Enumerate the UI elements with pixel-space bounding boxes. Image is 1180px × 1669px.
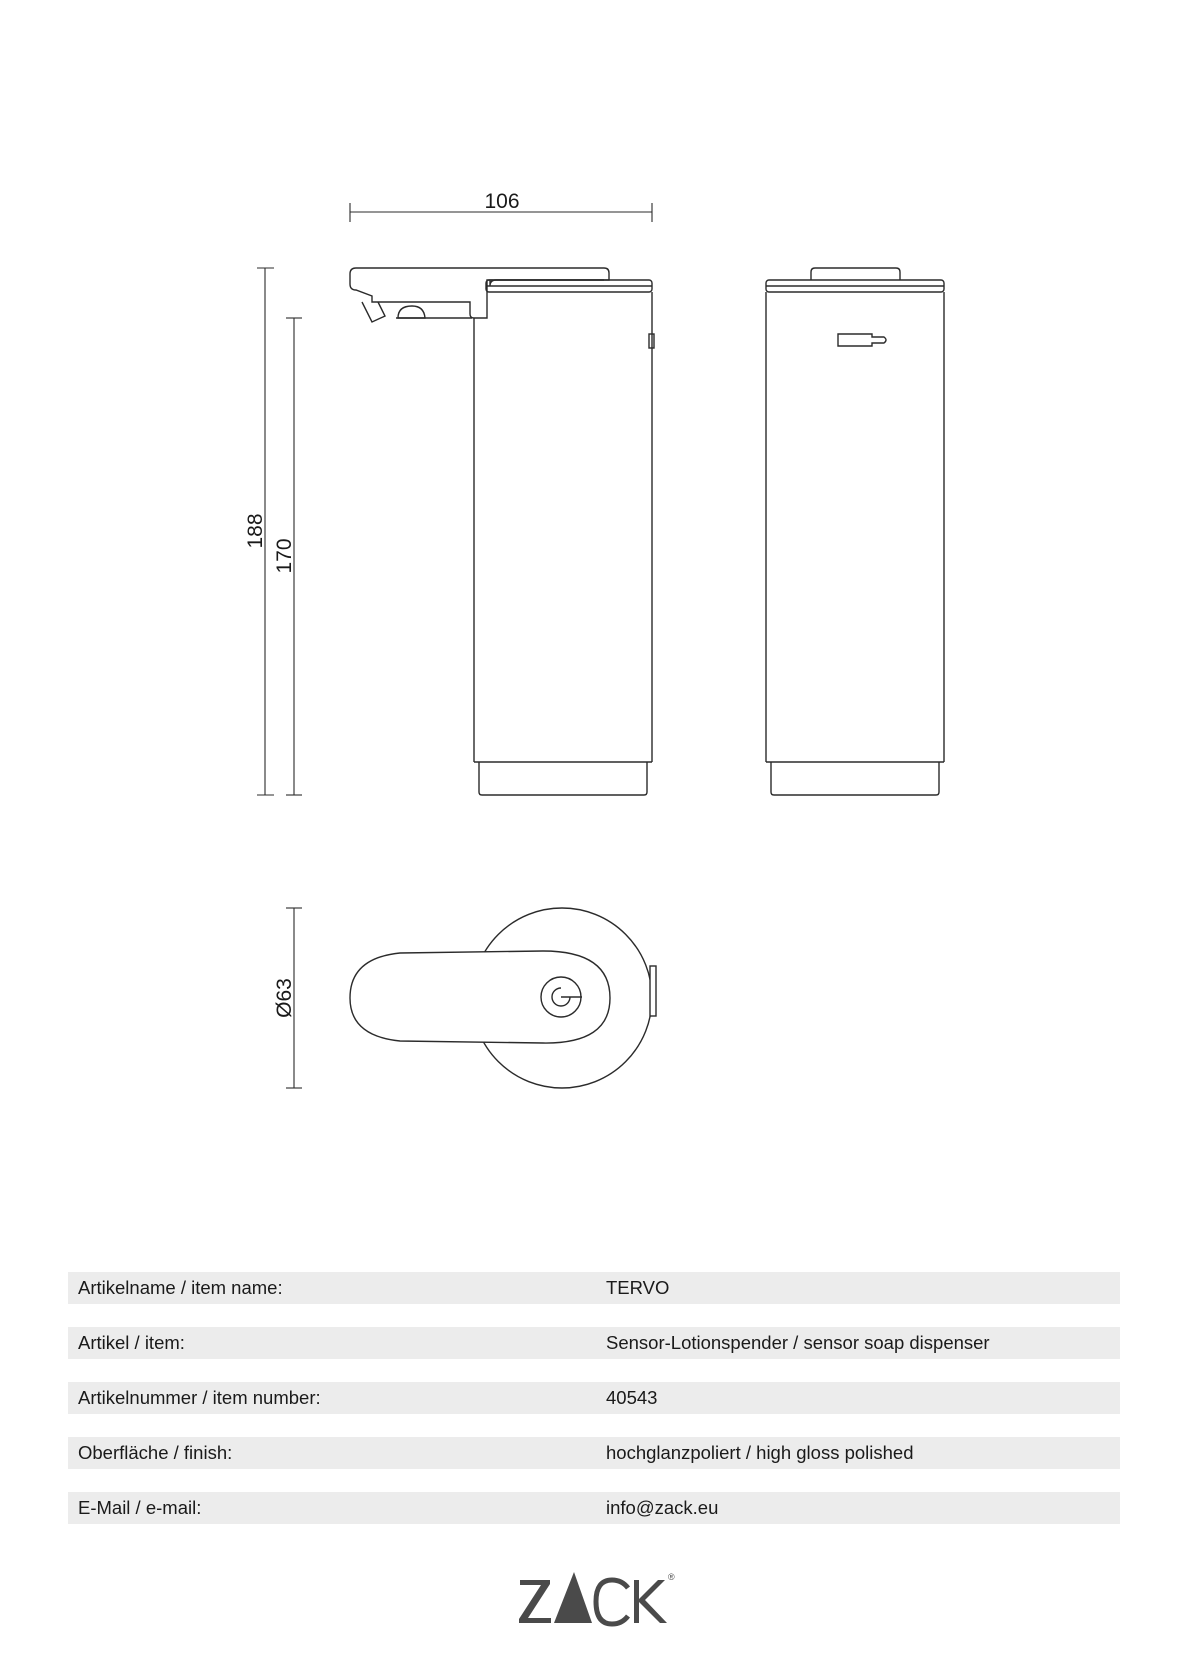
width-dimension bbox=[350, 190, 652, 222]
height-total-label: 188 bbox=[244, 513, 267, 549]
spec-value: 40543 bbox=[606, 1387, 658, 1408]
spec-table bbox=[68, 1272, 1120, 1547]
spec-row-item-name bbox=[68, 1272, 1120, 1304]
spec-label: Artikelname / item name: bbox=[78, 1277, 283, 1298]
spec-value: TERVO bbox=[606, 1277, 670, 1298]
diameter-label: Ø63 bbox=[273, 978, 296, 1018]
height-body-label: 170 bbox=[273, 538, 296, 574]
spec-row-item-number bbox=[68, 1382, 1120, 1414]
zack-logo bbox=[516, 1568, 676, 1628]
height-total-dimension bbox=[244, 268, 274, 795]
registered-mark: ® bbox=[668, 1572, 675, 1582]
top-view bbox=[350, 908, 656, 1088]
spec-label: Oberfläche / finish: bbox=[78, 1442, 233, 1463]
spec-row-finish bbox=[68, 1437, 1120, 1469]
spec-value: hochglanzpoliert / high gloss polished bbox=[606, 1442, 914, 1463]
spec-label: Artikel / item: bbox=[78, 1332, 185, 1353]
spec-row-item bbox=[68, 1327, 1120, 1359]
sensor-window-icon bbox=[838, 334, 886, 346]
height-body-dimension bbox=[273, 318, 302, 795]
front-view bbox=[766, 268, 944, 795]
diameter-dimension bbox=[273, 908, 302, 1088]
spec-label: E-Mail / e-mail: bbox=[78, 1497, 202, 1518]
spec-row-email bbox=[68, 1492, 1120, 1524]
spec-value: Sensor-Lotionspender / sensor soap dispenser bbox=[606, 1332, 990, 1353]
side-view bbox=[350, 268, 654, 795]
spec-label: Artikelnummer / item number: bbox=[78, 1387, 321, 1408]
spec-value[interactable]: info@zack.eu bbox=[606, 1497, 719, 1518]
width-label: 106 bbox=[484, 190, 520, 213]
